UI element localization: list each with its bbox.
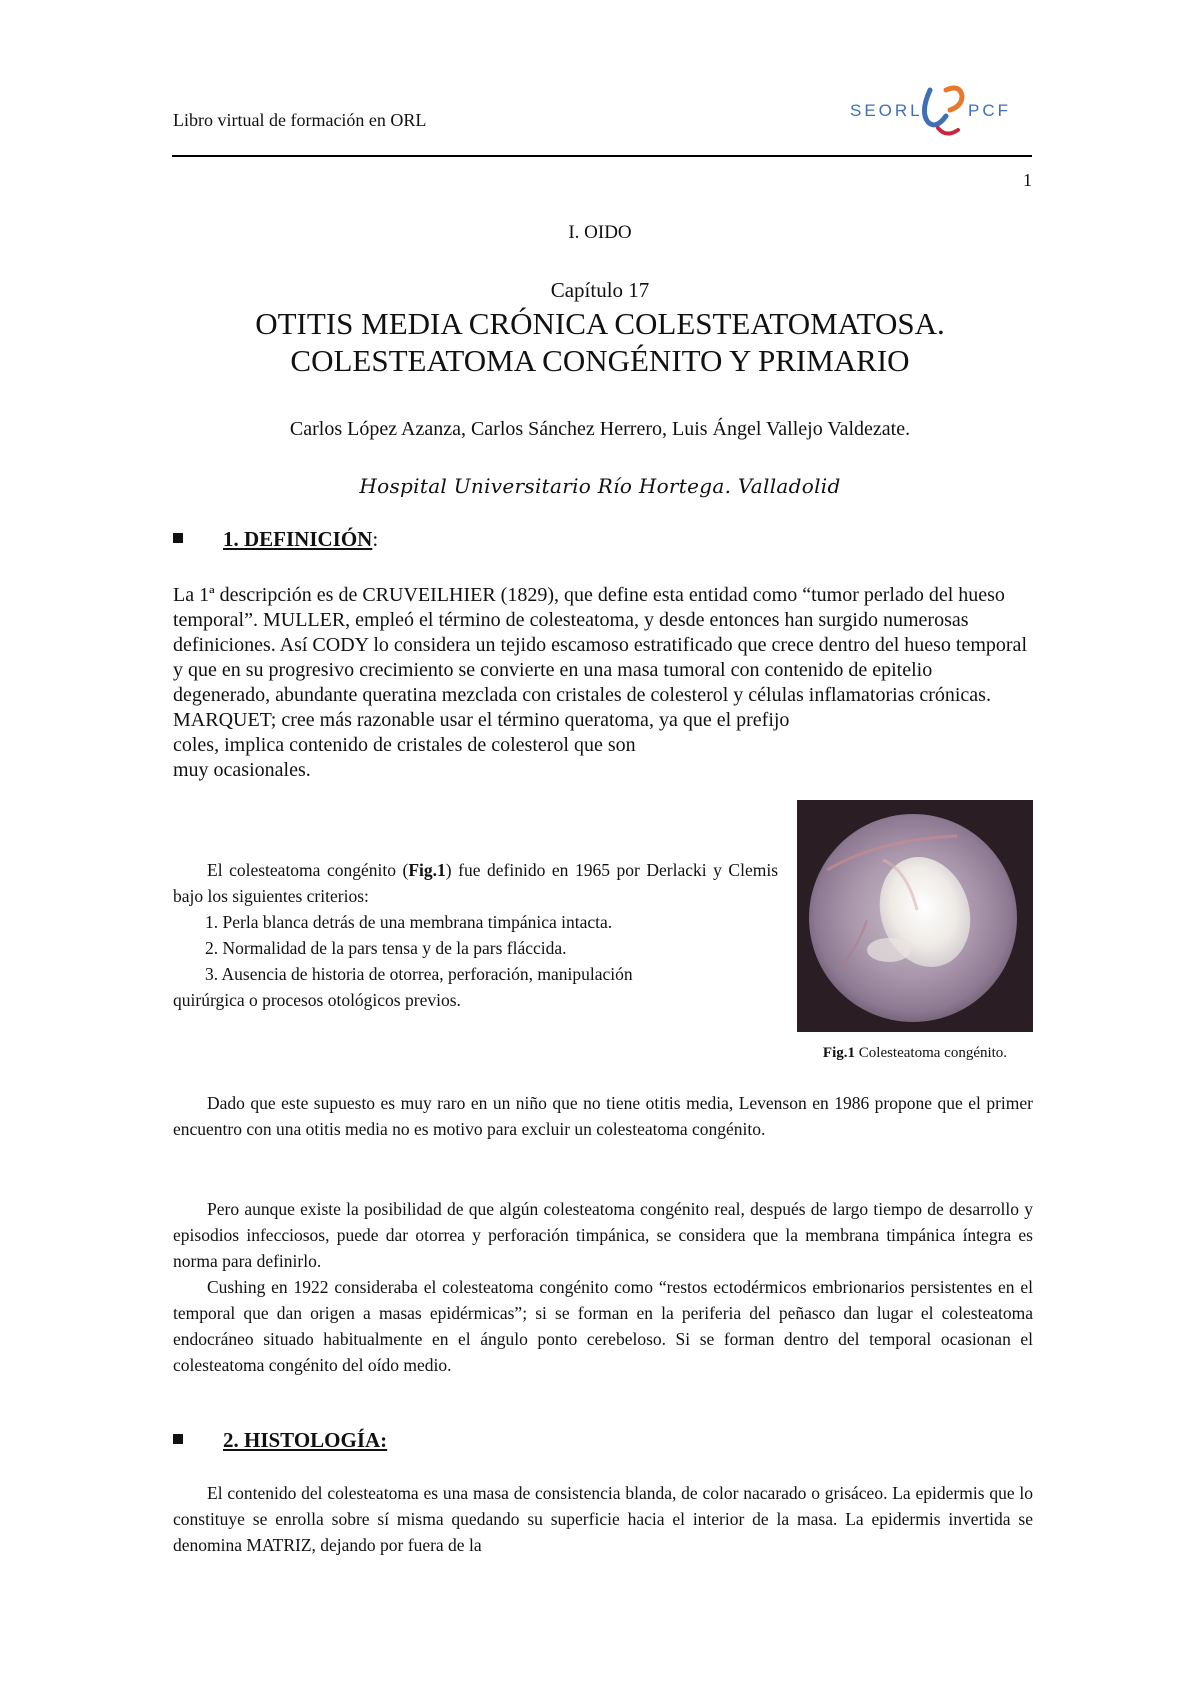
figure-caption-label: Fig.1: [822, 1045, 856, 1061]
title-line-2: COLESTEATOMA CONGÉNITO Y PRIMARIO: [290, 343, 910, 378]
page-number: 1: [1023, 170, 1032, 190]
list-item: 3. Ausencia de historia de otorrea, perforación, manipulación: [205, 964, 633, 984]
section-heading-histologia: [173, 1428, 387, 1453]
criteria-list: [205, 909, 775, 987]
definicion-tail-2: muy ocasionales.: [173, 759, 311, 781]
header-divider: [172, 155, 1032, 157]
list-item: 2. Normalidad de la pars tensa y de la pars fláccida.: [205, 938, 567, 958]
figure-caption: [797, 1045, 1033, 1062]
criteria-intro: [173, 857, 778, 909]
fig-reference: Fig.1: [408, 860, 446, 880]
header-title: Libro virtual de formación en ORL: [173, 110, 427, 130]
hospital: Hospital Universitario Río Hortega. Valladolid: [359, 474, 841, 498]
criteria-intro-b: ) fue definido en 1965 por Derlacki y Clemis bajo los siguientes criterios:: [173, 860, 779, 906]
paragraph-levenson: Dado que este supuesto es muy raro en un niño que no tiene otitis media, Levenson en 1986 propone que el primer encuentro con una otitis media no es motivo para excluir un colesteatoma congénito.: [173, 1093, 1033, 1139]
otoscopy-image: [797, 800, 1033, 1032]
figure-caption-text: Colesteatoma congénito.: [855, 1045, 1008, 1061]
authors: Carlos López Azanza, Carlos Sánchez Herrero, Luis Ángel Vallejo Valdezate.: [289, 418, 911, 440]
bullet-icon: [173, 1434, 183, 1444]
section-heading-label: 1. DEFINICIÓN: [223, 527, 373, 551]
definicion-text: La 1ª descripción es de CRUVEILHIER (1829), que define esta entidad como “tumor perlado del hueso temporal”. MULLER, empleó el término de colesteatoma, y desde entonces han surgido numerosas definiciones. Así CODY lo considera un tejido escamoso estratificado que crece dentro del hueso temporal y que en su progresivo crecimiento se convierte en una masa tumoral con contenido de epitelio degenerado, abundante queratina mezclada con cristales de colesterol y células inflamatorias crónicas. MARQUET; cree más razonable usar el término queratoma, ya que el prefijo: [173, 584, 1027, 731]
logo-text-left: SEORL: [850, 101, 923, 120]
section-label: I. OIDO: [568, 222, 632, 243]
section-heading-label: 2. HISTOLOGÍA:: [223, 1428, 388, 1452]
seorl-logo: [850, 82, 1030, 144]
criteria-intro-a: El colesteatoma congénito (: [207, 860, 409, 880]
title-line-1: OTITIS MEDIA CRÓNICA COLESTEATOMATOSA.: [255, 306, 945, 341]
paragraph-pero: Pero aunque existe la posibilidad de que algún colesteatoma congénito real, después de largo tiempo de desarrollo y episodios infecciosos, puede dar otorrea y perforación timpánica, se considera que la membrana timpánica íntegra es norma para definirlo.: [173, 1199, 1033, 1271]
page-title: [0, 305, 1200, 379]
section-heading-definicion: [173, 527, 378, 552]
definicion-tail-1: coles, implica contenido de cristales de colesterol que son: [173, 734, 636, 756]
logo-text-right: PCF: [968, 101, 1011, 120]
criteria-continuation: quirúrgica o procesos otológicos previos.: [173, 990, 461, 1010]
definicion-paragraph: [173, 583, 1033, 783]
paragraph-cushing: Cushing en 1922 consideraba el colesteatoma congénito como “restos ectodérmicos embrionarios persistentes en el temporal que dan origen a masas epidérmicas”; si se forman en la periferia del peñasco dan lugar el colesteatoma endocráneo situado habitualmente en el ángulo ponto cerebeloso. Si se forman dentro del temporal ocasionan el colesteatoma congénito del oído medio.: [173, 1277, 1033, 1375]
bullet-icon: [173, 533, 183, 543]
chapter-label: Capítulo 17: [550, 278, 650, 302]
list-item: 1. Perla blanca detrás de una membrana timpánica intacta.: [205, 912, 613, 932]
section-heading-suffix: :: [372, 527, 379, 551]
paragraph-histologia: El contenido del colesteatoma es una masa de consistencia blanda, de color nacarado o grisáceo. La epidermis que lo constituye se enrolla sobre sí misma quedando su superficie hacia el interior de la masa. La epidermis invertida se denomina MATRIZ, dejando por fuera de la: [173, 1483, 1033, 1555]
